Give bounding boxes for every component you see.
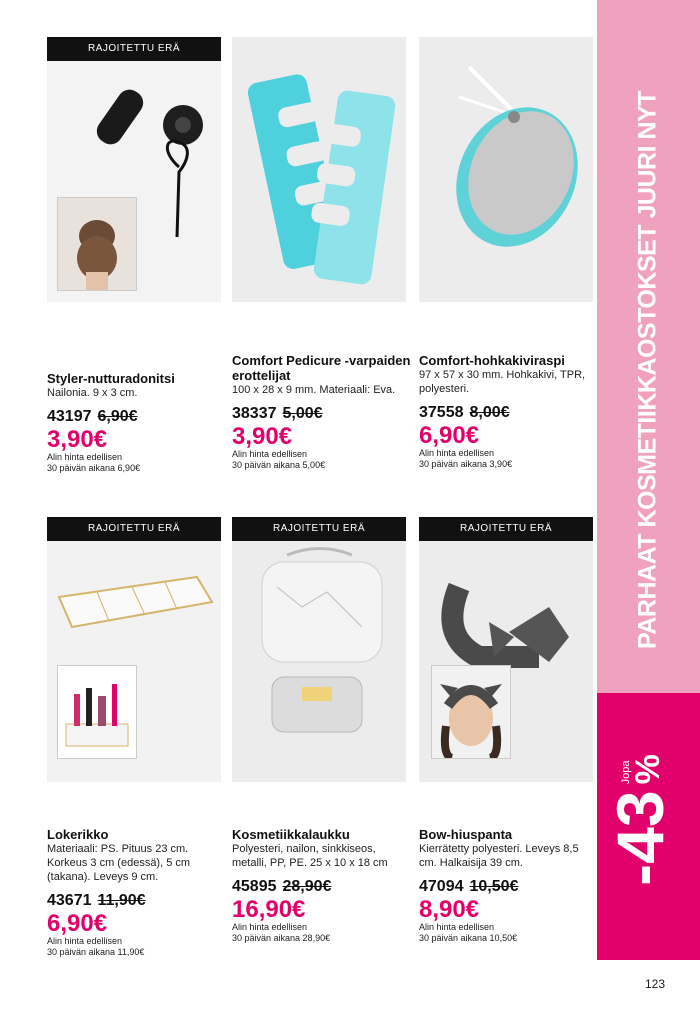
product-description: Nailonia. 9 x 3 cm. <box>47 387 138 399</box>
lowest-price-note-2: 30 päivän aikana 11,90€ <box>47 947 145 957</box>
sale-price: 6,90€ <box>47 910 108 937</box>
product-name: Styler-nutturadonitsi <box>47 371 175 386</box>
product-description: 100 x 28 x 9 mm. Materiaali: Eva. <box>232 384 396 396</box>
product-code-line <box>47 408 227 426</box>
model-inset-photo <box>431 665 511 759</box>
product-code-line <box>232 878 412 896</box>
product-image-6 <box>419 517 593 782</box>
discount-value: -43 <box>603 790 677 886</box>
limited-edition-ribbon: RAJOITETTU ERÄ <box>47 37 221 61</box>
product-name: Bow-hiuspanta <box>419 827 513 842</box>
product-name: Comfort Pedicure -varpaiden erottelijat <box>232 353 411 383</box>
product-description: Polyesteri, nailon, sinkkiseos, metalli, PP, PE. 25 x 10 x 18 cm <box>232 843 388 869</box>
limited-edition-ribbon: RAJOITETTU ERÄ <box>232 517 406 541</box>
lowest-price-note-1: Alin hinta edellisen <box>47 936 123 946</box>
old-price: 11,90€ <box>97 892 146 909</box>
percent-symbol: % <box>629 754 667 785</box>
discount-badge <box>603 754 677 886</box>
product-code: 47094 <box>419 878 464 895</box>
product-image-1 <box>47 37 221 302</box>
sale-price: 6,90€ <box>419 422 480 449</box>
old-price: 6,90€ <box>97 408 138 425</box>
product-description: Materiaali: PS. Pituus 23 cm. Korkeus 3 cm (edessä), 5 cm (takana). Leveys 9 cm. <box>47 843 191 883</box>
lowest-price-note-1: Alin hinta edellisen <box>47 452 123 462</box>
old-price: 8,00€ <box>469 404 510 421</box>
product-description: 97 x 57 x 30 mm. Hohkakivi, TPR, polyesteri. <box>419 369 586 395</box>
old-price: 10,50€ <box>469 878 519 895</box>
page-number: 123 <box>645 977 666 991</box>
lowest-price-note-2: 30 päivän aikana 10,50€ <box>419 933 518 943</box>
product-code-line <box>419 878 599 896</box>
product-name: Kosmetiikkalaukku <box>232 827 350 842</box>
pumice-stone-illustration <box>419 37 593 302</box>
product-code-line <box>47 892 227 910</box>
limited-edition-ribbon: RAJOITETTU ERÄ <box>47 517 221 541</box>
product-code-line <box>419 404 599 422</box>
old-price: 28,90€ <box>282 878 332 895</box>
product-description: Kierrätetty polyesteri. Leveys 8,5 cm. Halkaisija 39 cm. <box>419 843 579 869</box>
old-price: 5,00€ <box>282 405 323 422</box>
sale-price: 8,90€ <box>419 896 480 923</box>
cosmetic-bag-illustration <box>232 517 406 782</box>
lowest-price-note-2: 30 päivän aikana 3,90€ <box>419 459 513 469</box>
product-code: 45895 <box>232 878 277 895</box>
lowest-price-note-2: 30 päivän aikana 5,00€ <box>232 460 326 470</box>
product-code-line <box>232 405 412 423</box>
product-image-2 <box>232 37 406 302</box>
product-code: 43197 <box>47 408 92 425</box>
toe-separator-illustration <box>232 37 406 302</box>
limited-edition-ribbon: RAJOITETTU ERÄ <box>419 517 593 541</box>
sale-price: 3,90€ <box>232 423 293 450</box>
lowest-price-note-2: 30 päivän aikana 28,90€ <box>232 933 331 943</box>
product-image-3 <box>419 37 593 302</box>
side-banner-title: PARHAAT KOSMETIIKKAOSTOKSET JUURI NYT <box>633 91 662 649</box>
product-code: 37558 <box>419 404 464 421</box>
product-image-5 <box>232 517 406 782</box>
sale-price: 3,90€ <box>47 426 108 453</box>
product-code: 43671 <box>47 892 92 909</box>
lowest-price-note-2: 30 päivän aikana 6,90€ <box>47 463 141 473</box>
product-code: 38337 <box>232 405 277 422</box>
product-name: Comfort-hohkakiviraspi <box>419 353 565 368</box>
lowest-price-note-1: Alin hinta edellisen <box>419 448 495 458</box>
hairstyle-inset-photo <box>57 197 137 291</box>
lowest-price-note-1: Alin hinta edellisen <box>419 922 495 932</box>
sale-price: 16,90€ <box>232 896 306 923</box>
organizer-inset-photo <box>57 665 137 759</box>
lowest-price-note-1: Alin hinta edellisen <box>232 449 308 459</box>
lowest-price-note-1: Alin hinta edellisen <box>232 922 308 932</box>
discount-prefix: Jopa <box>620 760 632 785</box>
product-name: Lokerikko <box>47 827 109 842</box>
product-image-4 <box>47 517 221 782</box>
